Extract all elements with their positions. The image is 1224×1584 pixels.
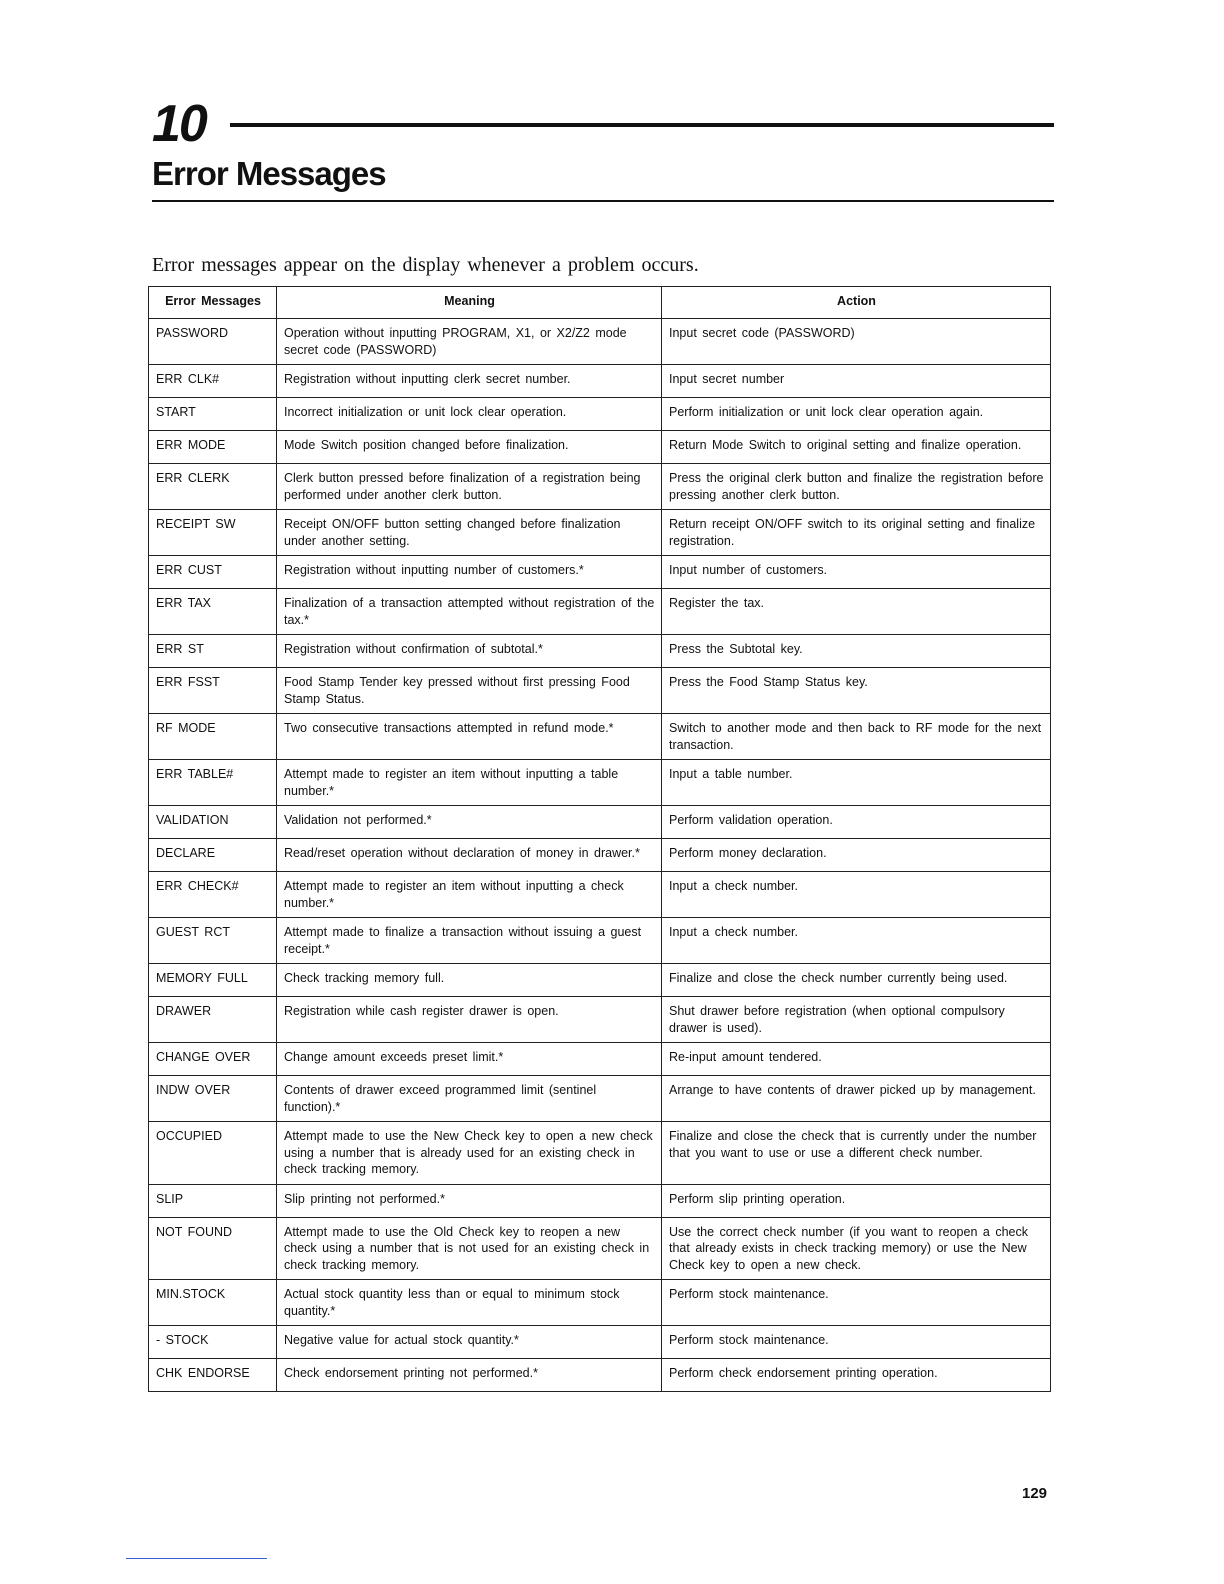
meaning-cell: Finalization of a transaction attempted without registration of the tax.* [277,589,662,635]
table-row [149,1184,1051,1217]
action-cell: Switch to another mode and then back to RF mode for the next transaction. [662,714,1051,760]
meaning-cell: Check endorsement printing not performed.* [277,1359,662,1392]
action-cell: Shut drawer before registration (when optional compulsory drawer is used). [662,997,1051,1043]
action-cell: Input a check number. [662,918,1051,964]
error-code-cell: CHANGE OVER [149,1043,277,1076]
table-row [149,1359,1051,1392]
meaning-cell: Two consecutive transactions attempted in refund mode.* [277,714,662,760]
error-code-cell: RF MODE [149,714,277,760]
error-code-cell: ERR CLK# [149,365,277,398]
table-row [149,635,1051,668]
error-code-cell: MEMORY FULL [149,964,277,997]
table-row [149,964,1051,997]
page-number: 129 [1022,1485,1048,1502]
table-row [149,431,1051,464]
meaning-cell: Food Stamp Tender key pressed without first pressing Food Stamp Status. [277,668,662,714]
action-cell: Finalize and close the check number currently being used. [662,964,1051,997]
meaning-cell: Mode Switch position changed before finalization. [277,431,662,464]
action-cell: Perform validation operation. [662,806,1051,839]
meaning-cell: Attempt made to use the Old Check key to reopen a new check using a number that is not used for an existing check in check tracking memory. [277,1217,662,1280]
action-cell: Perform check endorsement printing operation. [662,1359,1051,1392]
action-cell: Arrange to have contents of drawer picked up by management. [662,1076,1051,1122]
action-cell: Perform initialization or unit lock clear operation again. [662,398,1051,431]
table-row [149,1043,1051,1076]
table-row [149,872,1051,918]
action-cell: Perform stock maintenance. [662,1326,1051,1359]
table-row [149,806,1051,839]
table-row [149,464,1051,510]
error-code-cell: START [149,398,277,431]
meaning-cell: Check tracking memory full. [277,964,662,997]
error-code-cell: ERR ST [149,635,277,668]
table-row [149,556,1051,589]
error-code-cell: SLIP [149,1184,277,1217]
table-row [149,510,1051,556]
error-code-cell: ERR MODE [149,431,277,464]
table-row [149,1326,1051,1359]
header-action: Action [662,287,1051,319]
meaning-cell: Read/reset operation without declaration of money in drawer.* [277,839,662,872]
action-cell: Input a table number. [662,760,1051,806]
error-code-cell: DECLARE [149,839,277,872]
meaning-cell: Validation not performed.* [277,806,662,839]
error-code-cell: ERR CLERK [149,464,277,510]
meaning-cell: Clerk button pressed before finalization of a registration being performed under another clerk button. [277,464,662,510]
action-cell: Input secret number [662,365,1051,398]
error-messages-table [148,286,1051,1392]
error-code-cell: ERR TABLE# [149,760,277,806]
action-cell: Input a check number. [662,872,1051,918]
error-code-cell: OCCUPIED [149,1122,277,1185]
action-cell: Press the original clerk button and finalize the registration before pressing another clerk button. [662,464,1051,510]
table-row [149,1122,1051,1185]
meaning-cell: Change amount exceeds preset limit.* [277,1043,662,1076]
error-code-cell: GUEST RCT [149,918,277,964]
meaning-cell: Slip printing not performed.* [277,1184,662,1217]
table-row [149,997,1051,1043]
title-rule [152,200,1054,202]
error-code-cell: - STOCK [149,1326,277,1359]
action-cell: Return receipt ON/OFF switch to its original setting and finalize registration. [662,510,1051,556]
meaning-cell: Incorrect initialization or unit lock clear operation. [277,398,662,431]
error-code-cell: ERR TAX [149,589,277,635]
chapter-number: 10 [152,95,206,153]
table-row [149,839,1051,872]
chapter-rule [230,123,1054,127]
table-body [149,319,1051,1392]
action-cell: Input number of customers. [662,556,1051,589]
action-cell: Input secret code (PASSWORD) [662,319,1051,365]
meaning-cell: Registration while cash register drawer is open. [277,997,662,1043]
error-code-cell: PASSWORD [149,319,277,365]
meaning-cell: Operation without inputting PROGRAM, X1, or X2/Z2 mode secret code (PASSWORD) [277,319,662,365]
chapter-title: Error Messages [152,155,386,192]
table-row [149,589,1051,635]
table-header-row [149,287,1051,319]
action-cell: Register the tax. [662,589,1051,635]
action-cell: Press the Subtotal key. [662,635,1051,668]
error-code-cell: ERR CHECK# [149,872,277,918]
meaning-cell: Actual stock quantity less than or equal to minimum stock quantity.* [277,1280,662,1326]
error-code-cell: ERR FSST [149,668,277,714]
header-error-messages: Error Messages [149,287,277,319]
error-code-cell: CHK ENDORSE [149,1359,277,1392]
meaning-cell: Contents of drawer exceed programmed limit (sentinel function).* [277,1076,662,1122]
action-cell: Use the correct check number (if you want to reopen a check that already exists in check tracking memory) or use the New Check key to open a new check. [662,1217,1051,1280]
meaning-cell: Registration without inputting clerk secret number. [277,365,662,398]
action-cell: Finalize and close the check that is currently under the number that you want to use or use a different check number. [662,1122,1051,1185]
action-cell: Perform stock maintenance. [662,1280,1051,1326]
intro-paragraph: Error messages appear on the display whenever a problem occurs. [152,254,699,276]
table-row [149,1217,1051,1280]
table-row [149,365,1051,398]
error-code-cell: INDW OVER [149,1076,277,1122]
table-row [149,398,1051,431]
meaning-cell: Attempt made to register an item without inputting a table number.* [277,760,662,806]
meaning-cell: Registration without inputting number of customers.* [277,556,662,589]
meaning-cell: Receipt ON/OFF button setting changed before finalization under another setting. [277,510,662,556]
error-code-cell: DRAWER [149,997,277,1043]
meaning-cell: Attempt made to use the New Check key to open a new check using a number that is already used for an existing check in check tracking memory. [277,1122,662,1185]
footer-link-underline [126,1558,267,1559]
error-code-cell: NOT FOUND [149,1217,277,1280]
table-row [149,918,1051,964]
table-row [149,1076,1051,1122]
action-cell: Return Mode Switch to original setting and finalize operation. [662,431,1051,464]
table-row [149,760,1051,806]
error-code-cell: VALIDATION [149,806,277,839]
meaning-cell: Attempt made to finalize a transaction without issuing a guest receipt.* [277,918,662,964]
table-row [149,1280,1051,1326]
error-code-cell: ERR CUST [149,556,277,589]
action-cell: Perform money declaration. [662,839,1051,872]
table-row [149,319,1051,365]
header-meaning: Meaning [277,287,662,319]
error-code-cell: RECEIPT SW [149,510,277,556]
error-code-cell: MIN.STOCK [149,1280,277,1326]
action-cell: Press the Food Stamp Status key. [662,668,1051,714]
meaning-cell: Registration without confirmation of subtotal.* [277,635,662,668]
action-cell: Re-input amount tendered. [662,1043,1051,1076]
table-row [149,714,1051,760]
action-cell: Perform slip printing operation. [662,1184,1051,1217]
meaning-cell: Negative value for actual stock quantity.* [277,1326,662,1359]
meaning-cell: Attempt made to register an item without inputting a check number.* [277,872,662,918]
table-row [149,668,1051,714]
